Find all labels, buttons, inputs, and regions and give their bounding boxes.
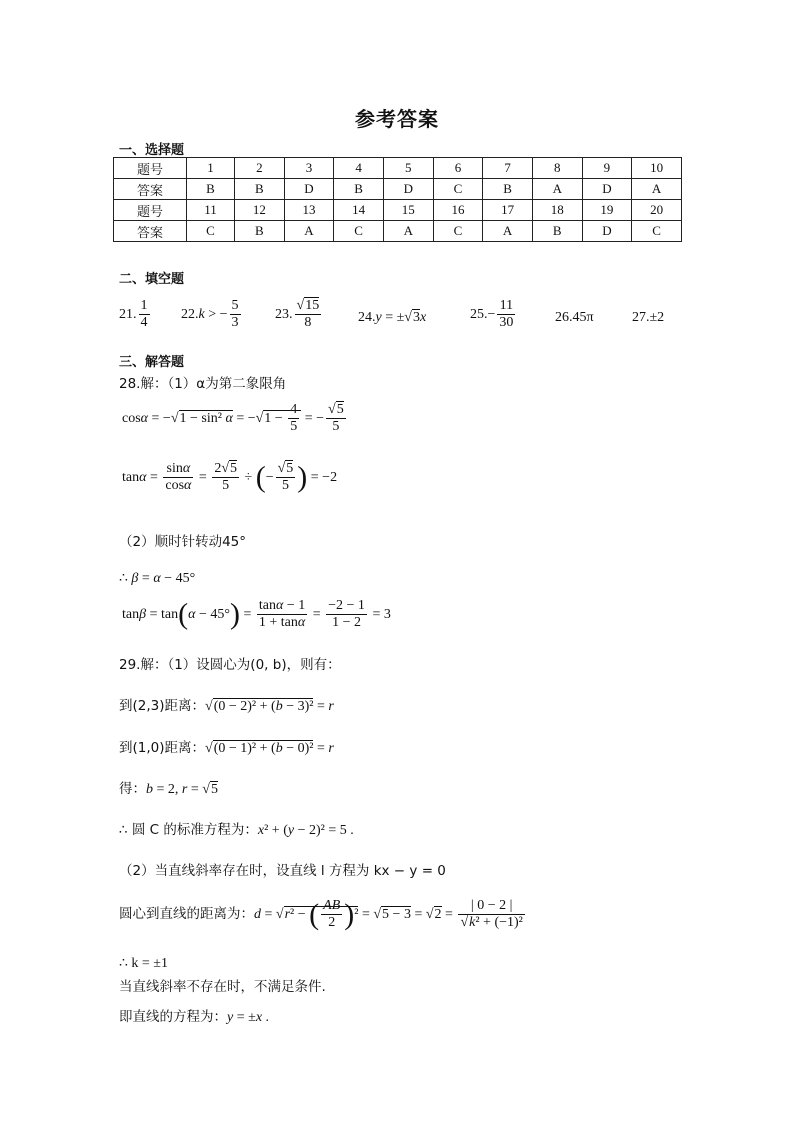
answer-table-cell: 11 [187, 200, 235, 221]
answer-27: 27.±2 [632, 310, 665, 325]
q28-part2: （2）顺时针转动45° [119, 534, 247, 550]
answer-table-cell: C [433, 179, 483, 200]
answer-21: 21. $\frac{1}{4}$ [119, 298, 148, 331]
answer-table-cell: 17 [483, 200, 533, 221]
q29-part2: （2）当直线斜率存在时，设直线 l 方程为 kx − y = 0 [119, 863, 446, 879]
q29-k-value: ∴ k = ±1 [119, 956, 168, 971]
answer-table-cell: B [532, 221, 582, 242]
answer-table-cell: C [433, 221, 483, 242]
section-fill-heading: 二、填空题 [119, 272, 185, 287]
answer-table-cell: C [632, 221, 682, 242]
q29-distance-1: 到(2,3)距离：√(0 − 2)² + (b − 3)² = r [119, 698, 334, 714]
answer-table-cell: 5 [383, 158, 433, 179]
answer-table-cell: 9 [582, 158, 632, 179]
answer-table-cell: 18 [532, 200, 582, 221]
answer-22: 22.k > − $\frac{5}{3}$ [181, 298, 239, 331]
answer-table-cell: 15 [383, 200, 433, 221]
answer-table-cell: 14 [334, 200, 384, 221]
answer-table-cell: 4 [334, 158, 384, 179]
section-choice-heading: 一、选择题 [119, 143, 185, 158]
answer-table-cell: A [632, 179, 682, 200]
answer-table-cell: D [582, 221, 632, 242]
q28-cos-formula: cosα = −√1 − sin² α = −√1 − $\frac{4}{5}$ = − $\frac{√5}{5}$ [122, 402, 344, 435]
answer-table-cell: 3 [284, 158, 334, 179]
q28-tan-beta: tanβ = tan(α − 45°) = $\frac{\tan\alpha - 1}{1 + \tan\alpha}$ = $\frac{-2 - 1}{1 - 2}$ = 3 [122, 597, 391, 631]
answer-table-cell: A [383, 221, 433, 242]
answer-table-row [114, 179, 682, 200]
answer-table-header-cell: 题号 [114, 200, 187, 221]
answer-table-cell: 1 [187, 158, 235, 179]
answer-table-cell: 12 [235, 200, 285, 221]
answer-25: 25.− $\frac{11}{30}$ [470, 298, 514, 331]
answer-table-row [114, 200, 682, 221]
answer-table-cell: D [284, 179, 334, 200]
answer-table-cell: C [187, 221, 235, 242]
answer-table-row [114, 158, 682, 179]
answer-table-cell: 16 [433, 200, 483, 221]
q28-tan-formula: tanα = $\frac{\sin\alpha}{\cos\alpha}$ = $\frac{2√5}{5}$ ÷ (− $\frac{√5}{5}$ ) = −2 [122, 460, 338, 494]
q29-intro: 29.解：（1）设圆心为(0, b)，则有： [119, 657, 341, 673]
q29-no-slope: 当直线斜率不存在时，不满足条件. [119, 979, 326, 995]
answer-table-header-cell: 答案 [114, 221, 187, 242]
answer-table-header-cell: 答案 [114, 179, 187, 200]
answer-table-cell: 10 [632, 158, 682, 179]
answer-table-cell: A [483, 221, 533, 242]
answer-table [113, 157, 682, 242]
answer-table-cell: D [582, 179, 632, 200]
answer-table-row [114, 221, 682, 242]
answer-table-cell: 2 [235, 158, 285, 179]
answer-table-cell: B [235, 179, 285, 200]
q28-beta: ∴ β = α − 45° [119, 571, 196, 586]
answer-23: 23. $\frac{√15}{8}$ [275, 298, 320, 331]
answer-24: 24.y = ±√3x [358, 310, 427, 325]
answer-table-cell: C [334, 221, 384, 242]
page-title: 参考答案 [355, 107, 439, 131]
q29-distance-formula: 圆心到直线的距离为：d = √r² − ( $\frac{AB}{2}$ )² = √5 − 3 = √2 = $\frac{| 0 - 2 |}{\text{√k² + (−1)²}}$ [119, 897, 523, 931]
q29-standard-equation: ∴ 圆 C 的标准方程为：x² + (y − 2)² = 5 . [119, 822, 354, 838]
answer-table-cell: B [483, 179, 533, 200]
answer-table-cell: 8 [532, 158, 582, 179]
answer-table-cell: B [187, 179, 235, 200]
q29-result: 得：b = 2, r = √5 [119, 781, 218, 797]
q29-final: 即直线的方程为：y = ±x . [119, 1009, 270, 1025]
answer-table-cell: A [532, 179, 582, 200]
answer-table-cell: B [235, 221, 285, 242]
answer-26: 26.45π [555, 310, 594, 325]
q29-distance-2: 到(1,0)距离：√(0 − 1)² + (b − 0)² = r [119, 740, 334, 756]
answer-table-cell: 6 [433, 158, 483, 179]
answer-table-cell: 20 [632, 200, 682, 221]
answer-table-cell: 13 [284, 200, 334, 221]
answer-table-cell: 19 [582, 200, 632, 221]
section-solve-heading: 三、解答题 [119, 355, 185, 370]
answer-table-cell: B [334, 179, 384, 200]
answer-table-cell: 7 [483, 158, 533, 179]
answer-table-cell: D [383, 179, 433, 200]
answer-table-header-cell: 题号 [114, 158, 187, 179]
q28-intro: 28.解：（1）α为第二象限角 [119, 376, 287, 392]
answer-table-cell: A [284, 221, 334, 242]
